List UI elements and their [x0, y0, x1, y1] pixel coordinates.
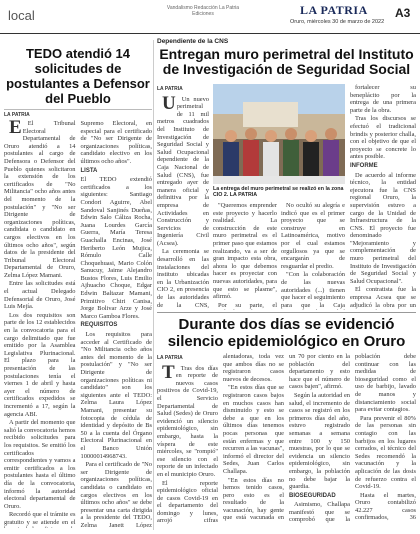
paragraph: De acuerdo al informe técnico, la entidad ejecutora fue la CNS regional Oruro, la supervisión estuvo a cargo de la Unidad de Infraestructura de la CNS. El proyecto fue denominado "Mejoramiento y complementación de muro perimetral del Instituto de Investigación de Seguridad Social y Salud Ocupacional".	[350, 171, 416, 285]
drop-cap: T	[162, 361, 175, 383]
article-column	[157, 84, 209, 310]
subhead: BIOSEGURIDAD	[289, 492, 336, 499]
paragraph: "En estos días que se registraron casos bajos en muchos casos han disminuido y esto se debe a que en los últimos días tenemos pocas personas que están enfermas y que recurren a las vacunas", informó el director del Sedes, Juan Carlos Challapa.	[223, 384, 284, 475]
paragraph: "En estos días no hemos tenido casos, pero esto es el resultado de la vacunación, hay gente que está vacunada en un 70 por ciento en la población del departamento y esto hace que el número de casos bajen", afirmó.	[223, 353, 350, 522]
paragraph: Los requisitos para acceder al Certificado de "No Militancia ocho años antes del momento de la postulación" y "No ser Dirigente de organizaciones políticas ni candidato" son los siguientes ante el TEDO: Zelma Laura López Mamani, presentar su fotocopia de cédula de identidad y depósito de Bs 50 a la cuenta del Órgano Electoral Plurinacional en el Banco Unión 10000014968743.	[80, 331, 152, 460]
issue-date: Oruro, miércoles 30 de marzo de 2022	[290, 19, 385, 25]
bottom-article-headline: Durante dos días se evidenció silencio epidemiológico en Oruro	[167, 316, 406, 350]
paragraph: A partir del momento que salió la convocatoria hemos recibido solicitudes para los requisitos. Se emitió los certificados correspondientes y vamos a emitir certificados a los postulantes hasta el último día de la convocatoria, informó la autoridad electoral departamental de Oruro.	[4, 419, 76, 510]
left-article	[4, 38, 152, 528]
drop-cap: E	[9, 117, 22, 138]
top-article-source: LA PATRIA	[157, 86, 183, 92]
paragraph: Según la autoridad en salud, el incremento de casos se registró en los primeros días del año, estuvo registrado semanas a semana entre 100 y 150 muestras, por lo que se evidencia un silencio epidemiológico, sin embargo, la población no debe bajar la guardia.	[289, 391, 350, 491]
caption-credit: LA PATRIA	[229, 192, 258, 199]
left-article-source: LA PATRIA	[4, 112, 30, 118]
paragraph: Por su parte, el	[218, 301, 277, 309]
paragraph: U Un nuevo perimetral de 11 mil metros cuadrados del Instituto de Investigación de Seguridad Social y Salud Ocupacional dependiente de la Caja Nacional de Salud (CNS), fue entregado ayer de manera oficial y definitiva por la empresa de Actividades en Construcción y Servicios de Ingeniería Civil (Acsea).	[157, 92, 209, 247]
story-divider	[157, 312, 416, 313]
subhead: LISTA	[80, 167, 98, 174]
article-column	[213, 202, 277, 310]
page-header	[0, 0, 420, 34]
photo-caption: La entrega del muro perimetral se realizó en la zona CIO 2. LA PATRIA	[213, 186, 344, 199]
header-credit: Vandalismo Redacción La Patria Ediciones	[166, 5, 240, 17]
paragraph: El reporte epidemiológico oficial de casos Covid-19 en el departamento del domingo y lunes, arrojó cifras alentadoras, toda vez que ambos días no se registraron casos nuevos de decesos.	[157, 353, 284, 525]
paragraph: Para prevenir el 80% de las personas sin contagio con las barbijos en los lugares cerrados, el técnico del Sedes recomendó la vacunación y la aplicación de las dosis de refuerzo contra el Covid-19.	[355, 414, 416, 491]
top-article	[157, 38, 416, 310]
paragraph: La ceremonia se desarrolló en las instalaciones del instituto ubicadas en la Urbanización CIO 2, en presencia de las autoridades de la CNS,	[157, 248, 209, 309]
bottom-article-body	[157, 353, 416, 529]
subhead: INFORME	[350, 162, 378, 169]
paragraph: Para el certificado de "No ser Dirigente de organizaciones políticas, candidata o candidato en cargos electivos en los últimos ocho años" se debe presentar una carta dirigida a la presidente del TEDO, Zelma Janett López	[80, 461, 152, 528]
paragraph: Entre las solicitudes está el actual Delegado Defensorial de Oruro, José Luis Mejía.	[4, 280, 76, 311]
headline-divider	[4, 109, 152, 110]
paragraph: Recordó que el trámite es gratuito y se atiende en el Supremo Electoral, en especial para el certificado de "No ser Dirigente de organizaciones políticas, candidato electivo en los últimos ocho años".	[4, 120, 152, 526]
paragraph: Los dos requisitos son parte de los 12 establecidos en la convocatoria para el cargo delimitado que fue emitido por la Asamblea Legislativa Plurinacional. El plazo para la presentación de las postulaciones tenía el viernes 1 de abril y hasta ayer el número de certificados expedidos se incrementó a 17, según la agencia ABI.	[4, 311, 76, 418]
bottom-article-source: LA PATRIA	[157, 355, 183, 361]
paragraph: "Con la colaboración de las nuevas autoridades (...) tienen que hacer el seguimiento para que la Caja	[281, 271, 345, 309]
paragraph: Hasta el martes, Oruro contabilizó 42.227 casos confirmados, 36	[355, 491, 416, 522]
left-article-headline: TEDO atendió 14 solicitudes de postulantes a Defensor del Pueblo	[6, 46, 150, 106]
paragraph: El contratista fue la empresa Acsea que se adjudicó la obra por un	[350, 286, 416, 309]
page-number: A3	[395, 6, 411, 20]
subhead: REQUISITOS	[80, 322, 118, 329]
paragraph: E El Tribunal Electoral Departamental de Oruro atendió a 14 postulantes al cargo de Defensora o Defensor del Pueblo quienes solicitaron la extensión de los certificados de "No Militancia" ocho años antes del momento de la postulación" y "No ser Dirigente de organizaciones políticas, candidata o candidato en cargos electivos en los últimos ocho años", según datos de la presidente del Tribunal Electoral Departamental de Oruro, Zelma López Mamani.	[4, 117, 76, 279]
newspaper-name: LA PATRIA	[300, 3, 368, 17]
paragraph: Tras los discursos se efectuó el tradicional brindis y posterior challa, con el objetivo de que el proyecto se concrete lo antes posible.	[350, 115, 416, 161]
paragraph: El TEDO extendió certificados a los siguientes: Santiago Condori Aguirre, Abel Sandoval Sanjinés Dueñas, Edwin Salo Cáliza Rocha, Juana Lourdes García Guerra, María Teresa Guachalla Encinas, José Heriberto León Mujica, Rómulo Calle Choquehuasi, Mario Colón Sanucuy, Jaime Alejandro Bustos Flores, Luis Emilio Ajhuacho Choque, Edgar Edwin Baltazar Mamani, Primitivo Chiri Canisa, Jorge Bolivar Arze y José Marco Gamboa Flores.	[80, 176, 152, 320]
photo-image	[213, 84, 345, 184]
paragraph: fortalecer su beneplácito por la entrega de una primera parte de la obra.	[350, 84, 416, 114]
left-article-body	[4, 117, 152, 528]
paragraph: Asimismo, Challapa manifestó que se comprobó que la población debe continuar con las medidas de bioseguridad como el uso de barbijo, lavado de manos y distanciamiento social para evitar contagios.	[289, 353, 416, 524]
section-name: local	[8, 8, 35, 23]
column-divider	[153, 40, 154, 530]
bottom-article	[157, 316, 416, 530]
article-column	[281, 202, 345, 310]
paragraph: No ocultó su alegría e indicó que es el primer proyecto que se construye en Latinoamérica, motivo por el cual estamos orgullosos ya que se encargarán de resguardar el predio.	[281, 202, 345, 270]
paragraph: T Tras dos días en reporte de nuevos casos positivos de Covid-19, el Servicio Departamental de Salud (Sedes) de Oruro evidenció un silencio epidemiológico, sin embargo, hasta la víspera de este miércoles, se "rompió" ese silencio con el reporte de un infectado en el municipio Oruro.	[157, 361, 218, 478]
paragraph: "Queremos emprender este proyecto y hacerlo realidad. La construcción de este muro perimetral es el primer paso que estamos realizando, va a ser de gran impacto esta obra, ahora lo que debemos hacer es proyectar con nuevas autoridades, para que esto se plasme", afirmó.	[213, 202, 277, 301]
ceremony-photo	[213, 84, 345, 184]
article-column	[350, 84, 416, 310]
top-article-body	[157, 84, 416, 310]
top-article-kicker: Dependiente de la CNS	[157, 38, 229, 45]
drop-cap: U	[162, 92, 176, 114]
top-article-headline: Entregan muro perimetral del Instituto de Investigación de Seguridad Social	[159, 46, 414, 77]
